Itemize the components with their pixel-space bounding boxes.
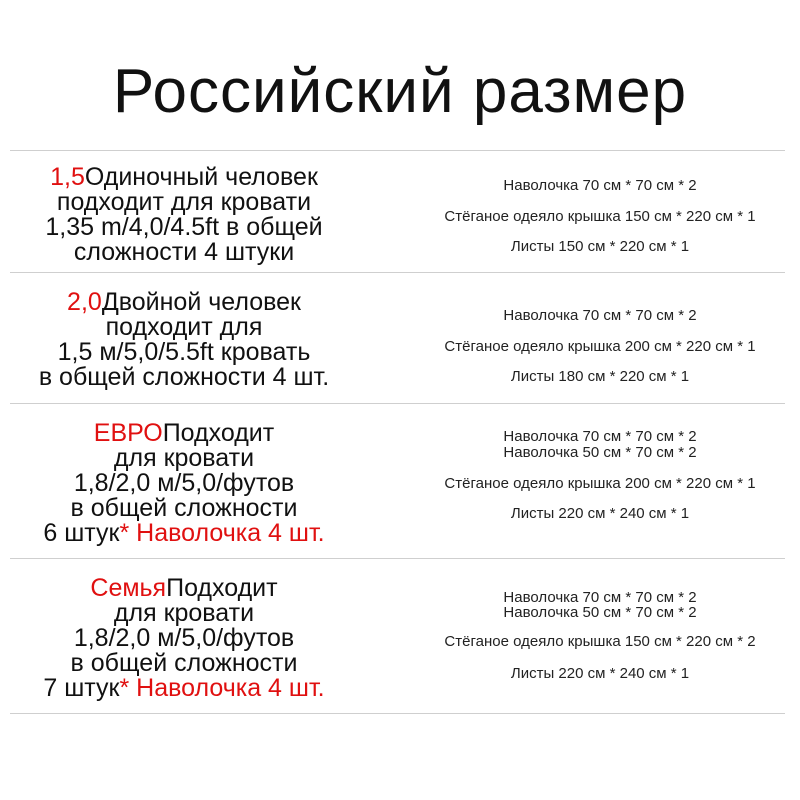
spec-item: Листы 220 см * 240 см * 1 <box>510 505 690 522</box>
size-code: ЕВРО <box>93 419 163 447</box>
description-line: 1,35 m/4,0/4.5ft в общей <box>45 213 323 241</box>
description-line: ЕВРОПодходит <box>93 419 275 447</box>
description-line: СемьяПодходит <box>90 574 278 602</box>
size-code: 2,0 <box>67 288 102 316</box>
spec-item: Листы 180 см * 220 см * 1 <box>510 368 690 385</box>
divider <box>10 558 785 559</box>
spec-item: Наволочка 70 см * 70 см * 2 <box>503 589 697 606</box>
spec-item: Листы 220 см * 240 см * 1 <box>510 665 690 682</box>
spec-item: Стёганое одеяло крышка 150 см * 220 см * 1 <box>444 208 756 225</box>
description-line: подходит для <box>105 313 263 341</box>
description-line: 6 штук* Наволочка 4 шт. <box>43 519 325 547</box>
spec-item: Стёганое одеяло крышка 150 см * 220 см * 2 <box>444 633 756 650</box>
pillowcase-note: * Наволочка 4 шт. <box>119 674 325 702</box>
description-line: в общей сложности 4 шт. <box>38 363 330 391</box>
description-line: 1,5 м/5,0/5.5ft кровать <box>57 338 311 366</box>
description-line: 7 штук* Наволочка 4 шт. <box>43 674 325 702</box>
spec-item: Наволочка 70 см * 70 см * 2 <box>503 307 697 324</box>
size-description-euro <box>0 421 368 546</box>
size-description-single <box>0 165 368 265</box>
size-code: Семья <box>90 574 167 602</box>
description-line: 1,8/2,0 м/5,0/футов <box>73 624 295 652</box>
description-line: 1,5Одиночный человек <box>50 163 318 191</box>
description-line: подходит для кровати <box>56 188 312 216</box>
spec-item: Наволочка 50 см * 70 см * 2 <box>503 604 697 621</box>
description-line: в общей сложности <box>70 494 298 522</box>
spec-item: Листы 150 см * 220 см * 1 <box>510 238 690 255</box>
description-line: для кровати <box>113 599 255 627</box>
description-line: сложности 4 штуки <box>73 238 295 266</box>
spec-item: Наволочка 70 см * 70 см * 2 <box>503 428 697 445</box>
description-line: 2,0Двойной человек <box>67 288 301 316</box>
size-code: 1,5 <box>50 163 85 191</box>
pillowcase-note: * Наволочка 4 шт. <box>119 519 325 547</box>
size-description-family <box>0 576 368 701</box>
description-line: в общей сложности <box>70 649 298 677</box>
description-line: для кровати <box>113 444 255 472</box>
divider <box>10 403 785 404</box>
spec-item: Стёганое одеяло крышка 200 см * 220 см * 1 <box>444 338 756 355</box>
description-line: 1,8/2,0 м/5,0/футов <box>73 469 295 497</box>
spec-item: Стёганое одеяло крышка 200 см * 220 см * 1 <box>444 475 756 492</box>
spec-item: Наволочка 70 см * 70 см * 2 <box>503 177 697 194</box>
divider <box>10 272 785 273</box>
divider <box>10 150 785 151</box>
divider <box>10 713 785 714</box>
page-title: Российский размер <box>112 57 688 126</box>
spec-item: Наволочка 50 см * 70 см * 2 <box>503 444 697 461</box>
size-description-double <box>0 290 368 390</box>
